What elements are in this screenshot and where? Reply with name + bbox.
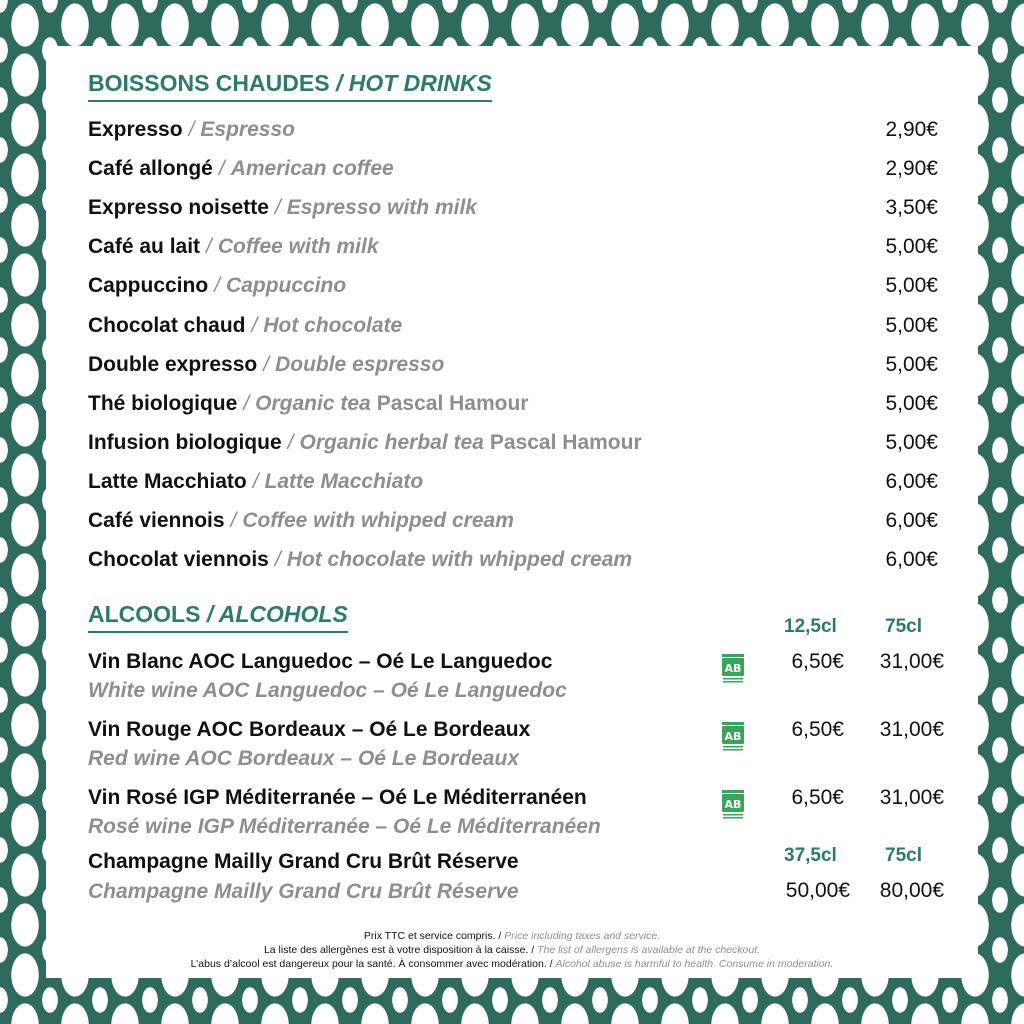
hot-drink-name: Expresso	[88, 118, 183, 141]
wine-name-en: Red wine AOC Bordeaux – Oé Le Bordeaux	[88, 747, 519, 770]
footer-line-allergens	[46, 944, 978, 956]
hot-drink-name-en: Hot chocolate	[263, 313, 403, 337]
hot-drink-row	[88, 118, 938, 148]
hot-drink-row	[88, 392, 938, 422]
hot-drink-price: 2,90€	[885, 118, 938, 141]
hot-drink-name: Café au lait	[88, 235, 201, 259]
champagne-price-bottle: 80,00€	[879, 879, 944, 902]
champagne-price-small: 50,00€	[785, 879, 850, 902]
hot-drink-name-en: Hot chocolate with whipped cream	[286, 548, 633, 572]
hot-drinks-title-fr: BOISSONS CHAUDES	[88, 70, 330, 96]
hot-drink-price: 5,00€	[885, 313, 938, 337]
col-glass-header: 12,5cl	[784, 616, 837, 637]
separator: /	[263, 352, 270, 376]
hot-drink-brand: Pascal Hamour	[376, 391, 529, 415]
hot-drink-price: 6,00€	[885, 509, 938, 532]
hot-drinks-title-en: / HOT DRINKS	[335, 70, 492, 96]
svg-text:AB: AB	[724, 730, 742, 743]
svg-text:AB: AB	[724, 798, 742, 811]
hot-drink-price: 2,90€	[885, 157, 938, 181]
hot-drink-name: Chocolat viennois	[88, 548, 269, 572]
hot-drink-name-en: Cappuccino	[226, 274, 347, 298]
footer-line2-en: The list of allergens is available at the checkout.	[537, 944, 761, 956]
alcohols-title-fr: ALCOOLS	[88, 601, 201, 627]
separator: /	[188, 118, 195, 141]
champagne-name: Champagne Mailly Grand Cru Brût Réserve	[88, 850, 519, 873]
hot-drink-name-en: Organic tea	[255, 391, 371, 415]
hot-drink-price: 6,00€	[885, 548, 938, 572]
alcohols-title	[88, 601, 348, 633]
hot-drink-name: Café viennois	[88, 509, 225, 532]
separator: /	[274, 196, 281, 220]
menu-card	[46, 46, 978, 978]
hot-drink-name: Double expresso	[88, 352, 258, 376]
separator: /	[251, 313, 258, 337]
hot-drink-price: 3,50€	[885, 196, 938, 220]
hot-drink-row	[88, 470, 938, 500]
wine-price-bottle: 31,00€	[879, 786, 944, 809]
wine-name: Vin Rouge AOC Bordeaux – Oé Le Bordeaux	[88, 718, 531, 741]
hot-drink-row	[88, 235, 938, 265]
footer-line3-en: Alcohol abuse is harmful to health. Consume in moderation.	[555, 958, 834, 970]
wine-price-bottle: 31,00€	[879, 718, 944, 741]
hot-drink-row	[88, 509, 938, 539]
hot-drinks-title	[88, 70, 492, 102]
hot-drink-name-en: Coffee with milk	[217, 235, 379, 259]
wine-price-glass: 6,50€	[791, 786, 844, 809]
hot-drink-name-en: Organic herbal tea	[299, 430, 484, 454]
champagne-name-en: Champagne Mailly Grand Cru Brût Réserve	[88, 880, 519, 903]
hot-drink-name: Chocolat chaud	[88, 313, 246, 337]
footer-line2-fr: La liste des allergènes est à votre disposition à la caisse. /	[263, 944, 535, 956]
footer-line3-fr: L’abus d’alcool est dangereux pour la santé. À consommer avec modération. /	[190, 958, 553, 970]
hot-drink-name-en: American coffee	[230, 157, 394, 181]
separator: /	[206, 235, 212, 259]
hot-drink-row	[88, 157, 938, 187]
hot-drink-price: 6,00€	[885, 469, 938, 493]
footer-line-alcohol	[46, 958, 978, 970]
hot-drink-name: Expresso noisette	[88, 196, 269, 220]
col-bottle-header: 75cl	[885, 616, 922, 637]
hot-drink-price: 5,00€	[885, 352, 938, 376]
separator: /	[214, 274, 221, 298]
organic-ab-logo-icon	[722, 654, 744, 684]
hot-drink-row	[88, 431, 938, 461]
col-small-header: 37,5cl	[784, 845, 837, 866]
wine-price-glass: 6,50€	[791, 718, 844, 741]
hot-drink-name-en: Double espresso	[275, 352, 445, 376]
col-champagne-bottle-header: 75cl	[885, 845, 922, 866]
hot-drink-name: Latte Macchiato	[88, 469, 247, 493]
hot-drink-row	[88, 314, 938, 344]
hot-drink-brand: Pascal Hamour	[489, 430, 642, 454]
wine-name-en: White wine AOC Languedoc – Oé Le Languedoc	[88, 679, 567, 702]
separator: /	[252, 469, 259, 493]
hot-drink-row	[88, 353, 938, 383]
wine-price-glass: 6,50€	[791, 650, 844, 673]
hot-drink-name: Cappuccino	[88, 274, 209, 298]
hot-drink-name: Infusion biologique	[88, 430, 282, 454]
wine-name: Vin Rosé IGP Méditerranée – Oé Le Méditerranéen	[88, 786, 587, 809]
hot-drink-row	[88, 274, 938, 304]
wine-price-bottle: 31,00€	[879, 650, 944, 673]
footer-line-prices	[46, 930, 978, 942]
organic-ab-logo-icon	[722, 790, 744, 820]
footer-line1-en: Price including taxes and service.	[504, 930, 661, 942]
hot-drink-name: Thé biologique	[88, 391, 238, 415]
hot-drink-name-en: Espresso with milk	[286, 196, 477, 220]
footer-line1-fr: Prix TTC et service compris. /	[363, 930, 502, 942]
hot-drink-name-en: Latte Macchiato	[264, 469, 424, 493]
wine-name-en: Rosé wine IGP Méditerranée – Oé Le Méditerranéen	[88, 815, 601, 838]
organic-ab-logo-icon	[722, 722, 744, 752]
hot-drink-row	[88, 196, 938, 226]
hot-drink-name-en: Espresso	[200, 118, 295, 141]
separator: /	[274, 548, 281, 572]
separator: /	[230, 509, 237, 532]
hot-drink-price: 5,00€	[885, 235, 938, 259]
alcohols-title-en: / ALCOHOLS	[206, 601, 348, 627]
separator: /	[243, 391, 250, 415]
svg-text:AB: AB	[724, 662, 742, 675]
hot-drink-price: 5,00€	[885, 430, 938, 454]
hot-drink-price: 5,00€	[885, 391, 938, 415]
hot-drink-price: 5,00€	[885, 274, 938, 298]
hot-drink-row	[88, 548, 938, 578]
separator: /	[218, 157, 225, 181]
separator: /	[287, 430, 294, 454]
wine-name: Vin Blanc AOC Languedoc – Oé Le Languedoc	[88, 650, 553, 673]
hot-drink-name: Café allongé	[88, 157, 213, 181]
hot-drink-name-en: Coffee with whipped cream	[242, 509, 514, 532]
